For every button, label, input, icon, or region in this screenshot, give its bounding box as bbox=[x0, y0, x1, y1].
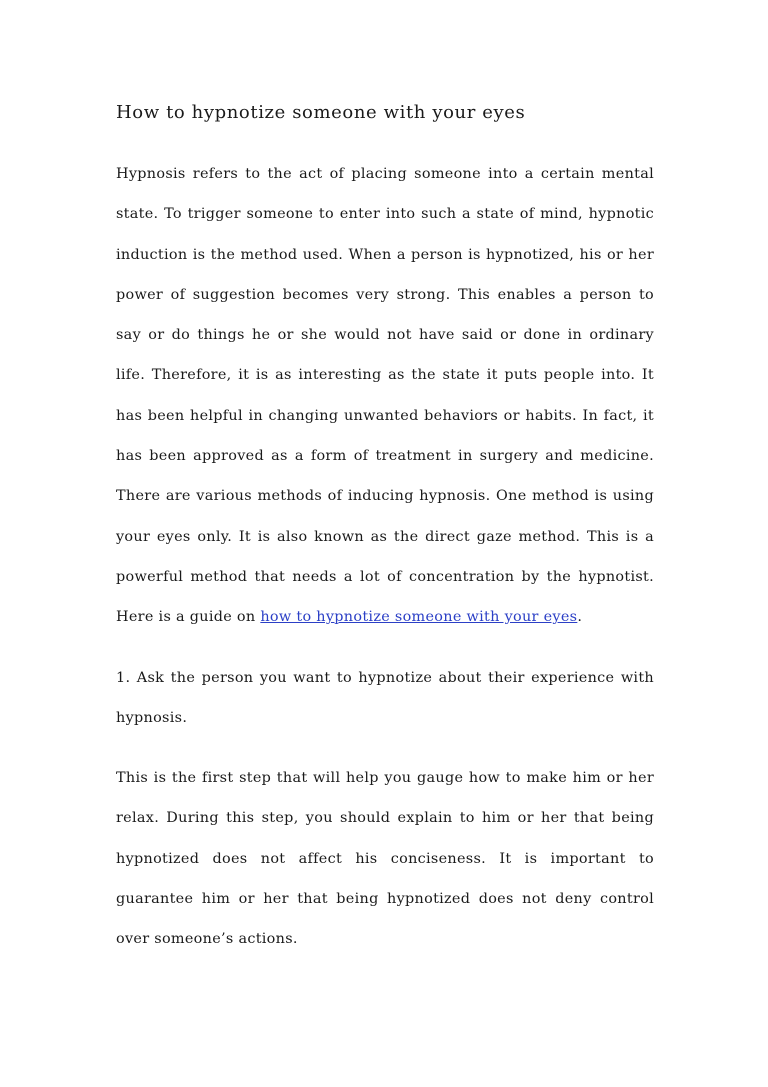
intro-paragraph bbox=[116, 154, 654, 638]
intro-end: . bbox=[577, 609, 583, 626]
intro-text: Hypnosis refers to the act of placing someone into a certain mental state. To trigger someone to enter into such a state of mind, hypnotic induction is the method used. When a person is hypnotized, his or her power of suggestion becomes very strong. This enables a person to say or do things he or she would not have said or done in ordinary life. Therefore, it is as interesting as the state it puts people into. It has been helpful in changing unwanted behaviors or habits. In fact, it has been approved as a form of treatment in surgery and medicine. There are various methods of inducing hypnosis. One method is using your eyes only. It is also known as the direct gaze method. This is a powerful method that needs a lot of concentration by the hypnotist. Here is a guide on bbox=[116, 166, 654, 626]
document-title: How to hypnotize someone with your eyes bbox=[116, 102, 526, 123]
step-1-heading: 1. Ask the person you want to hypnotize about their experience with hypnosis. bbox=[116, 669, 654, 726]
document-content bbox=[116, 96, 654, 960]
guide-link[interactable]: how to hypnotize someone with your eyes bbox=[260, 609, 578, 626]
step-1-body: This is the first step that will help you gauge how to make him or her relax. During this step, you should explain to him or her that being hypnotized does not affect his conciseness. It is important to guarantee him or her that being hypnotized does not deny control over someone’s actions. bbox=[116, 770, 654, 948]
